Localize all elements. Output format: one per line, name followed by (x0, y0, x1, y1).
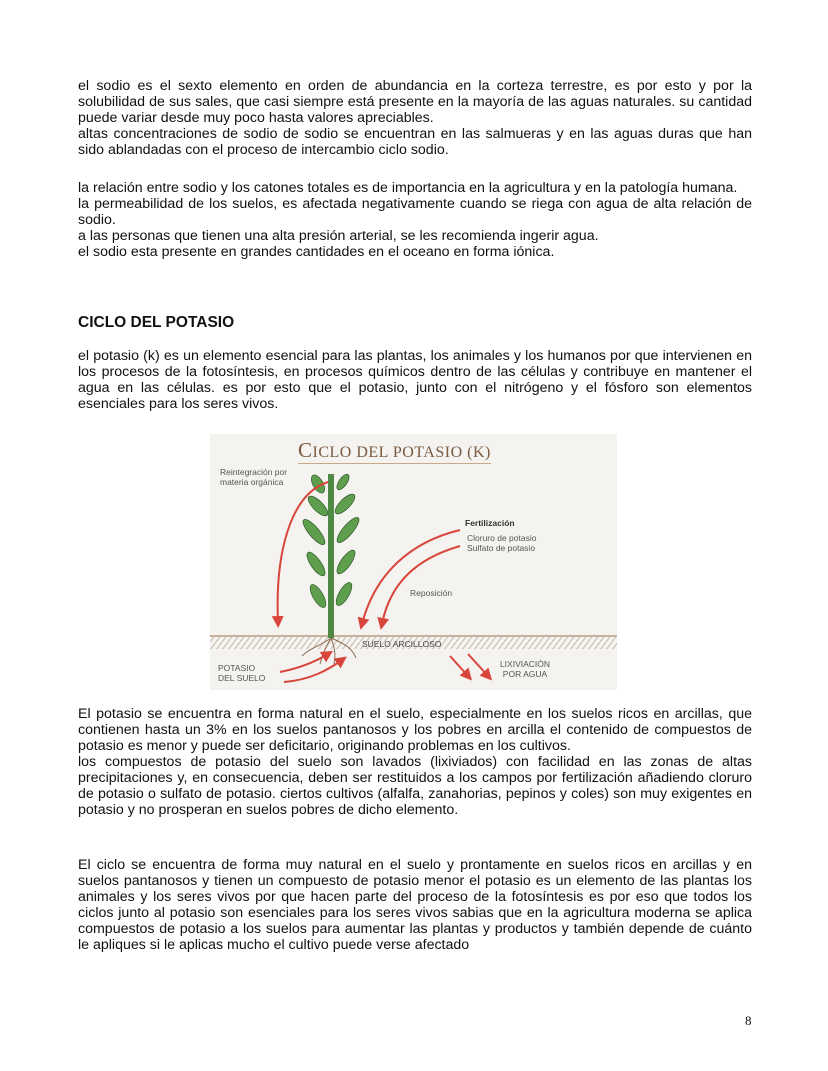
title-rest: ICLO DEL POTASIO (K) (312, 444, 491, 461)
potasio-section-2 (78, 857, 752, 953)
label-lixiviacion: LIXIVIACIÓN POR AGUA (499, 659, 551, 679)
sodio-section-2 (78, 180, 752, 260)
title-initial: C (298, 438, 313, 462)
label-reintegracion: Reintegración por materia orgánica (220, 467, 288, 487)
sodio-section (78, 78, 752, 158)
label-cloruro: Cloruro de potasio (467, 533, 537, 543)
paragraph: los compuestos de potasio del suelo son lavados (lixiviados) con facilidad en las zonas de altas precipitaciones y, en consecuencia, deben ser restituidos a los campos por fertilización añadiendo cloruro de potasio o sulfato de potasio. ciertos cultivos (alfalfa, zanahorias, pepinos y coles) son muy exigentes en potasio y no prosperan en suelos pobres de dicho elemento. (78, 754, 752, 818)
paragraph: El potasio se encuentra en forma natural en el suelo, especialmente en los suelos ricos en arcillas, que contienen hasta un 3% en los suelos pantanosos y los pobres en arcilla el contenido de compuestos de potasio es menor y puede ser deficitario, originando problemas en los cultivos. (78, 706, 752, 754)
paragraph: a las personas que tienen una alta presión arterial, se les recomienda ingerir agua. (78, 228, 599, 244)
label-fertilizacion: Fertilización (465, 518, 515, 528)
paragraph: el sodio es el sexto elemento en orden de abundancia en la corteza terrestre, es por esto y por la solubilidad de sus sales, que casi siempre está presente en la mayoría de las aguas naturales. su cantidad puede variar desde muy poco hasta valores apreciables. (78, 78, 752, 126)
paragraph: la relación entre sodio y los catones totales es de importancia en la agricultura y en la patología humana. (78, 180, 738, 196)
paragraph: el sodio esta presente en grandes cantidades en el oceano en forma iónica. (78, 244, 555, 260)
label-reposicion: Reposición (410, 588, 453, 598)
paragraph: el potasio (k) es un elemento esencial para las plantas, los animales y los humanos por que intervienen en los procesos de la fotosíntesis, en procesos químicos dentro de las células y contribuye en mantener el agua en las células. es por esto que el potasio, junto con el nitrógeno y el fósforo son elementos esenciales para los seres vivos. (78, 348, 752, 412)
label-sulfato: Sulfato de potasio (467, 543, 536, 553)
label-potasio-suelo: POTASIO DEL SUELO (218, 663, 266, 683)
potasio-intro (78, 348, 752, 412)
potasio-section (78, 706, 752, 818)
paragraph: altas concentraciones de sodio de sodio se encuentran en las salmueras y en las aguas duras que han sido ablandadas con el proceso de intercambio ciclo sodio. (78, 126, 752, 158)
page-number: 8 (745, 1013, 752, 1028)
paragraph: El ciclo se encuentra de forma muy natural en el suelo y prontamente en suelos ricos en arcillas y en suelos pantanosos y tienen un compuesto de potasio menor el potasio es un elemento de las plantas los animales y los seres vivos por que hacen parte del proceso de la fotosíntesis es por eso que todos los ciclos junto al potasio son esenciales para los seres vivos sabias que en la agricultura moderna se aplica compuestos de potasio a los suelos para aumentar las plantas y productos y también depende de cuánto le apliques si le aplicas mucho el cultivo puede verse afectado (78, 857, 752, 953)
paragraph: la permeabilidad de los suelos, es afectada negativamente cuando se riega con agua de alta relación de sodio. (78, 196, 752, 228)
figure-title (298, 438, 491, 464)
section-heading: CICLO DEL POTASIO (78, 314, 235, 331)
label-suelo: SUELO ARCILLOSO (362, 639, 442, 649)
potassium-cycle-figure (210, 434, 617, 690)
